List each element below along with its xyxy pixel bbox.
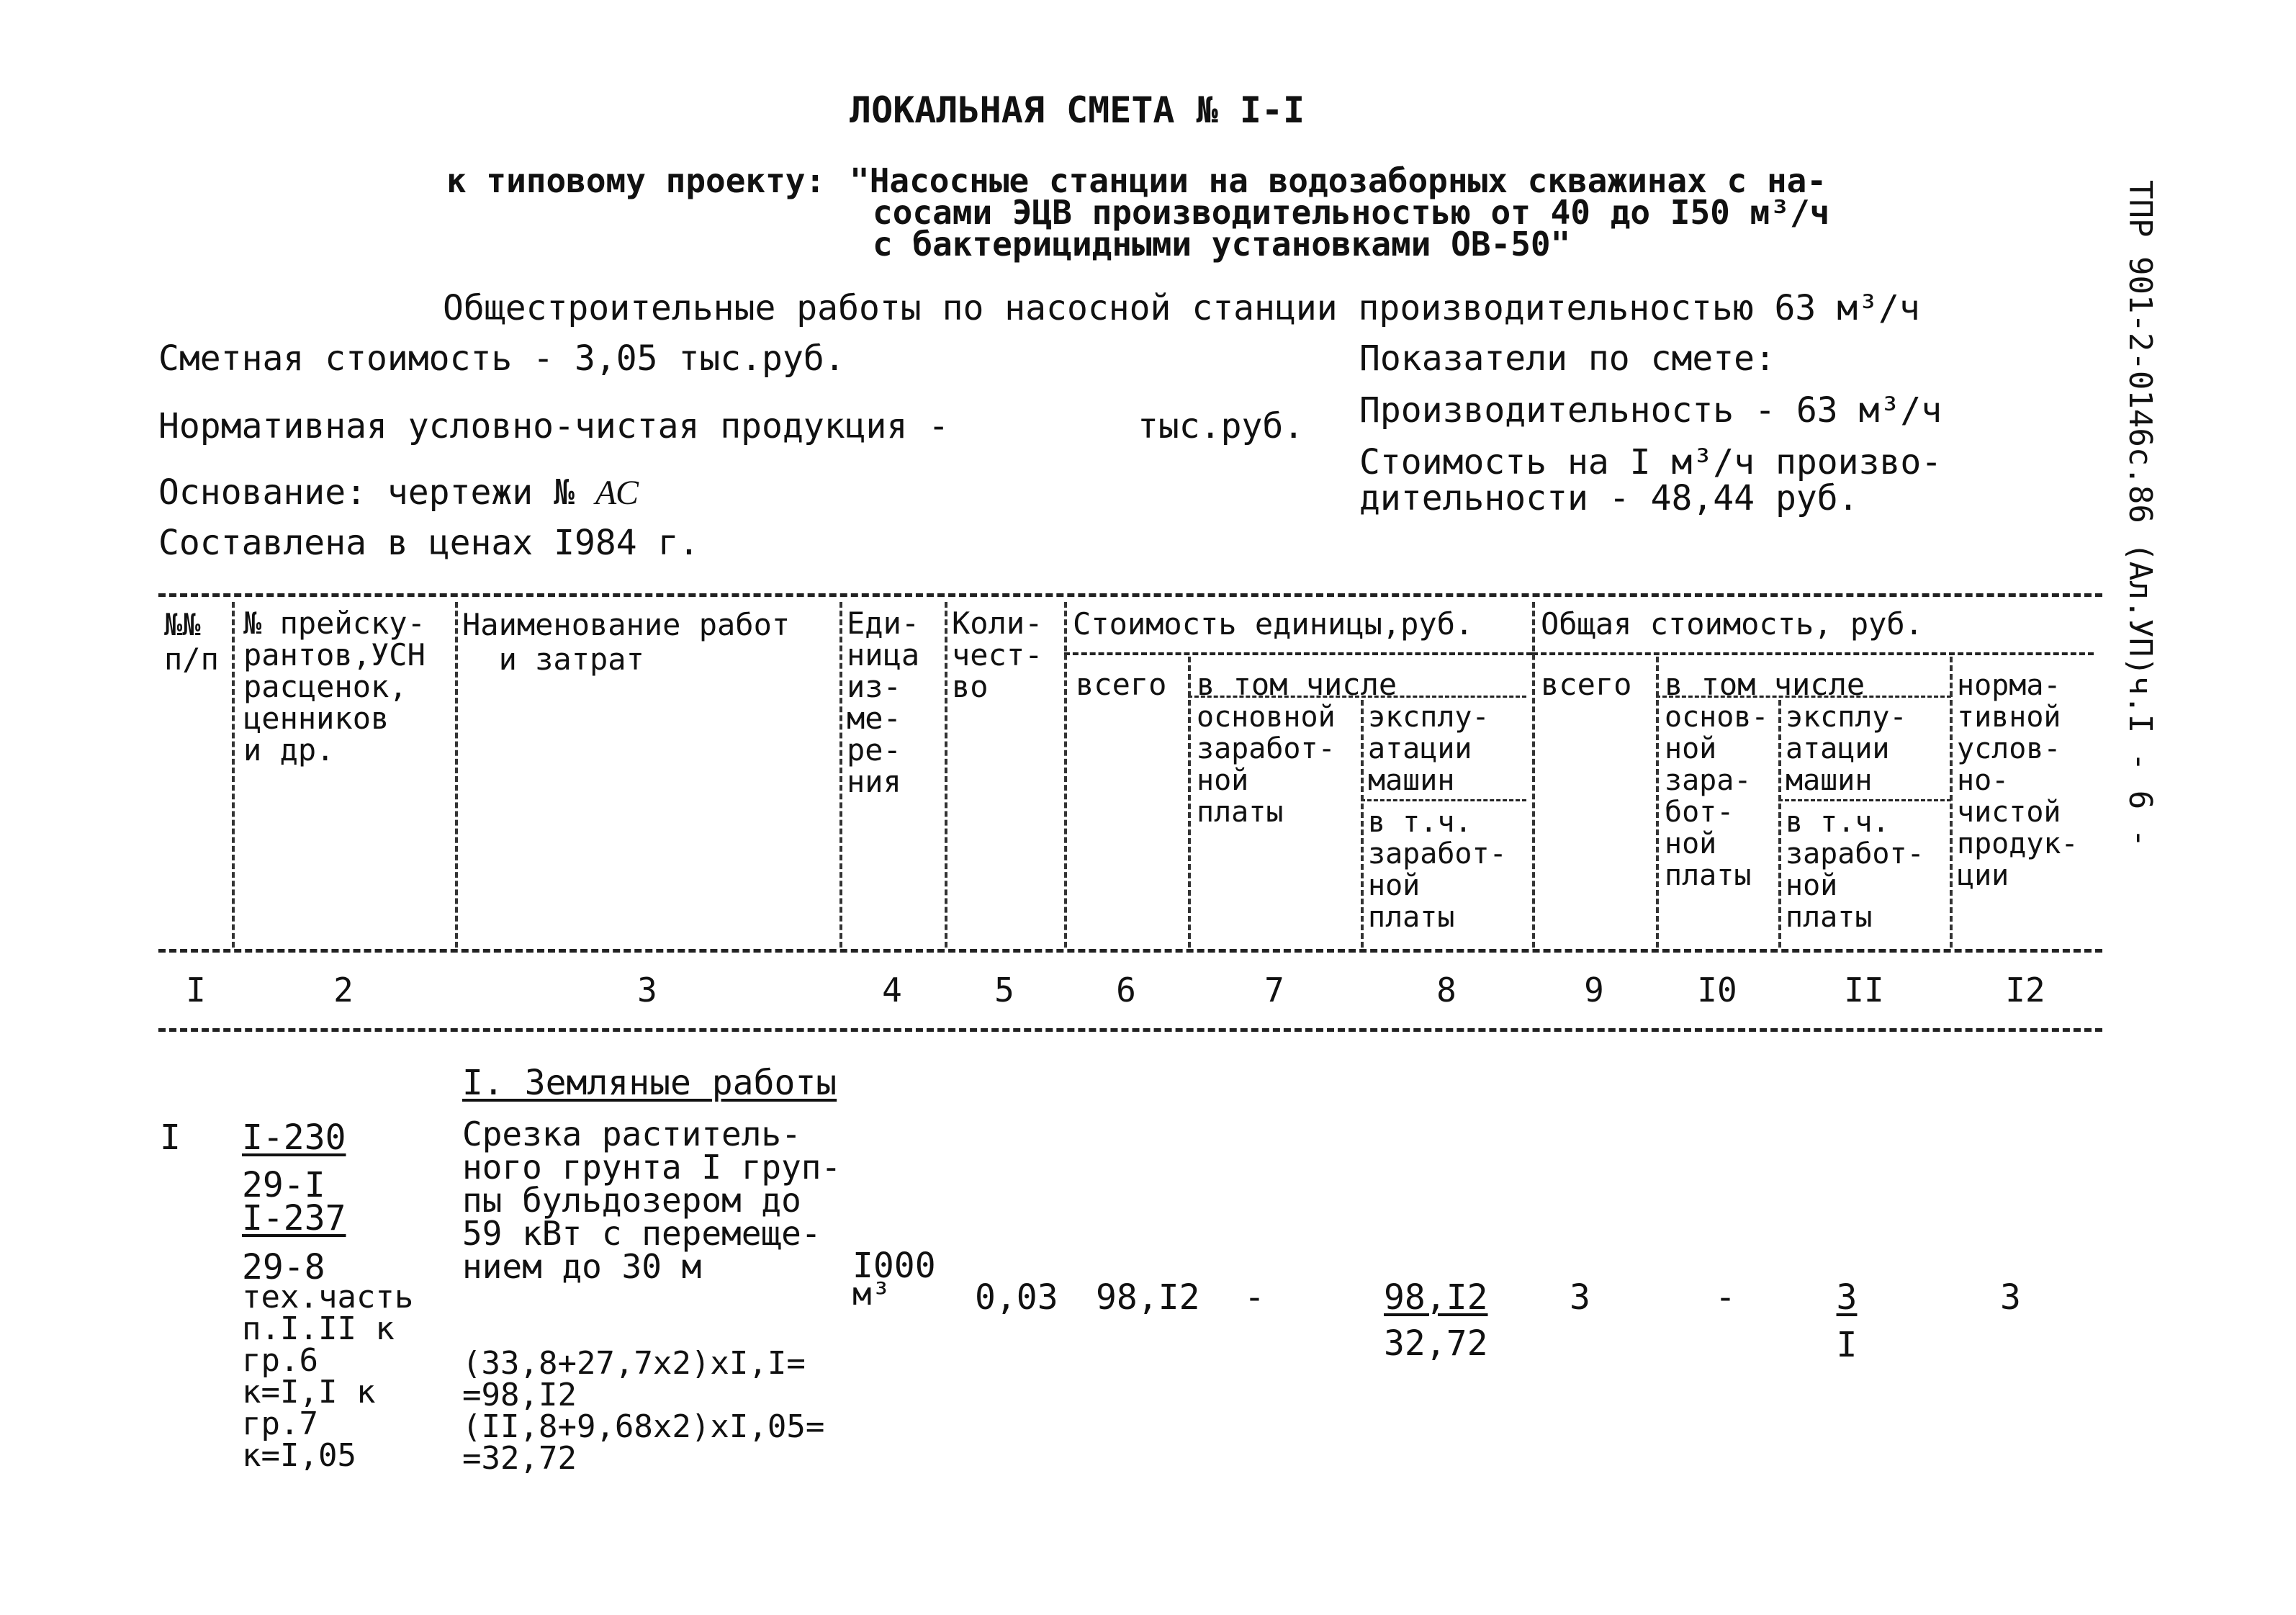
col-number-5: 5: [994, 971, 1014, 1009]
project-line-1: "Насосные станции на водозаборных скважинах с на-: [850, 161, 1827, 200]
unit-cost-machines: 98,I2: [1384, 1277, 1488, 1318]
header-col-11-machines: эксплу- атации машин: [1786, 701, 1907, 797]
total-net-production: 3: [2000, 1277, 2021, 1318]
unit-cost-line-2: дительности - 48,44 руб.: [1359, 478, 1859, 518]
col-number-10: I0: [1697, 971, 1737, 1009]
document-title: ЛОКАЛЬНАЯ СМЕТА № I-I: [850, 89, 1305, 131]
code-4: 29-8: [242, 1247, 325, 1287]
header-col-6: всего: [1076, 667, 1167, 702]
section-heading-text: I. Земляные работы: [462, 1063, 837, 1103]
col-sep-3: [839, 602, 842, 948]
row-number: I: [160, 1117, 181, 1158]
machines-subrule-left: [1361, 799, 1526, 801]
col-number-3: 3: [637, 971, 657, 1009]
unit-cost-wages: -: [1244, 1277, 1265, 1318]
col-number-7: 7: [1264, 971, 1284, 1009]
col-sep-2: [455, 602, 458, 948]
group-subrule-right: [1532, 652, 2094, 655]
subtitle: Общестроительные работы по насосной станции производительностью 63 м³/ч: [443, 288, 1920, 328]
calculation: (33,8+27,7x2)xI,I= =98,I2 (II,8+9,68x2)xI,05= =32,72: [462, 1345, 825, 1477]
header-col-8-machines: эксплу- атации машин: [1368, 701, 1490, 797]
column-numbers-bottom-rule: [158, 1028, 2102, 1032]
header-incl-left: в том числе: [1197, 667, 1397, 702]
header-col-7: основной заработ- ной платы: [1197, 701, 1336, 829]
machines-subrule-right: [1778, 799, 1951, 801]
code-2: 29-I: [242, 1165, 325, 1205]
production-label: Нормативная условно-чистая продукция -: [158, 406, 950, 446]
table-top-rule: [158, 593, 2102, 597]
side-stamp: ТПР 901-2-0146с.86 (Ал.УП)ч.I - 6 -: [2122, 180, 2158, 848]
code-3: I-237: [242, 1198, 346, 1238]
header-group-total-cost: Общая стоимость, руб.: [1541, 606, 1924, 642]
col-sep-4: [945, 602, 947, 948]
header-incl-right: в том числе: [1665, 667, 1865, 702]
header-col-9: всего: [1541, 667, 1632, 702]
header-col-11-wages: в т.ч. заработ- ной платы: [1786, 806, 1924, 934]
header-col-12: норма- тивной услов- но- чистой продук- ции: [1957, 669, 2079, 892]
total-wages: -: [1715, 1277, 1736, 1318]
col-sep-1: [232, 602, 235, 948]
col-number-1: I: [186, 971, 206, 1009]
unit-cost-machine-wages: 32,72: [1384, 1323, 1488, 1364]
price-basis: Составлена в ценах I984 г.: [158, 523, 700, 563]
unit-cost-line-1: Стоимость на I м³/ч произво-: [1359, 442, 1942, 482]
col-number-9: 9: [1584, 971, 1604, 1009]
col-sep-8: [1532, 602, 1535, 948]
header-group-unit-cost: Стоимость единицы,руб.: [1073, 606, 1474, 642]
total-machines: [1814, 1277, 1879, 1318]
col-sep-11: [1950, 657, 1953, 948]
col-sep-9: [1656, 657, 1659, 948]
col-sep-7: [1361, 700, 1364, 948]
col-sep-5: [1064, 602, 1067, 948]
group-subrule-left: [1064, 652, 1532, 655]
basis-handwritten: АС: [595, 474, 639, 512]
header-col-8-wages: в т.ч. заработ- ной платы: [1368, 806, 1507, 934]
unit-bottom: м³: [852, 1276, 891, 1313]
header-col-2: № прейску- рантов,УСН расценок, ценников и др.: [243, 606, 426, 768]
production-unit: тыс.руб.: [1138, 406, 1305, 446]
project-label: к типовому проекту:: [446, 161, 826, 200]
quantity: 0,03: [975, 1277, 1058, 1318]
header-col-1: №№ п/п: [164, 607, 219, 677]
col-number-4: 4: [882, 971, 902, 1009]
project-line-3: с бактерицидными установками ОВ-50": [873, 225, 1571, 264]
total-machine-wages: I: [1836, 1325, 1858, 1365]
code-notes: тех.часть п.I.II к гр.6 к=I,I к гр.7 к=I,05: [242, 1279, 414, 1474]
col-number-8: 8: [1436, 971, 1457, 1009]
unit-top: I000: [852, 1246, 936, 1286]
table-header-bottom-rule: [158, 949, 2102, 953]
col-number-11: II: [1844, 971, 1884, 1009]
work-name: Срезка раститель- ного грунта I груп- пы бульдозером до 59 кВт с перемеще- нием до 30 м: [462, 1115, 842, 1286]
col-number-2: 2: [333, 971, 354, 1009]
header-col-10: основ- ной зара- бот- ной платы: [1665, 701, 1769, 892]
project-line-2: сосами ЭЦВ производительностью от 40 до I50 м³/ч: [873, 193, 1830, 232]
code-1: I-230: [242, 1117, 346, 1158]
total-machines-value: 3: [1836, 1277, 1858, 1318]
header-col-3: Наименование работ и затрат: [462, 607, 791, 677]
col-sep-6: [1188, 657, 1191, 948]
section-heading: [462, 1063, 837, 1103]
col-sep-10: [1778, 700, 1781, 948]
unit-cost-total: 98,I2: [1096, 1277, 1200, 1318]
header-col-5: Коли- чест- во: [952, 606, 1043, 704]
indicators-heading: Показатели по смете:: [1359, 338, 1775, 379]
col-number-6: 6: [1116, 971, 1136, 1009]
capacity: Производительность - 63 м³/ч: [1359, 390, 1942, 431]
header-col-4: Еди- ница из- ме- ре- ния: [847, 606, 920, 799]
total-cost: 3: [1570, 1277, 1590, 1318]
basis: Основание: чертежи № АС: [158, 472, 639, 513]
estimated-cost: Сметная стоимость - 3,05 тыс.руб.: [158, 338, 845, 379]
col-number-12: I2: [2005, 971, 2045, 1009]
